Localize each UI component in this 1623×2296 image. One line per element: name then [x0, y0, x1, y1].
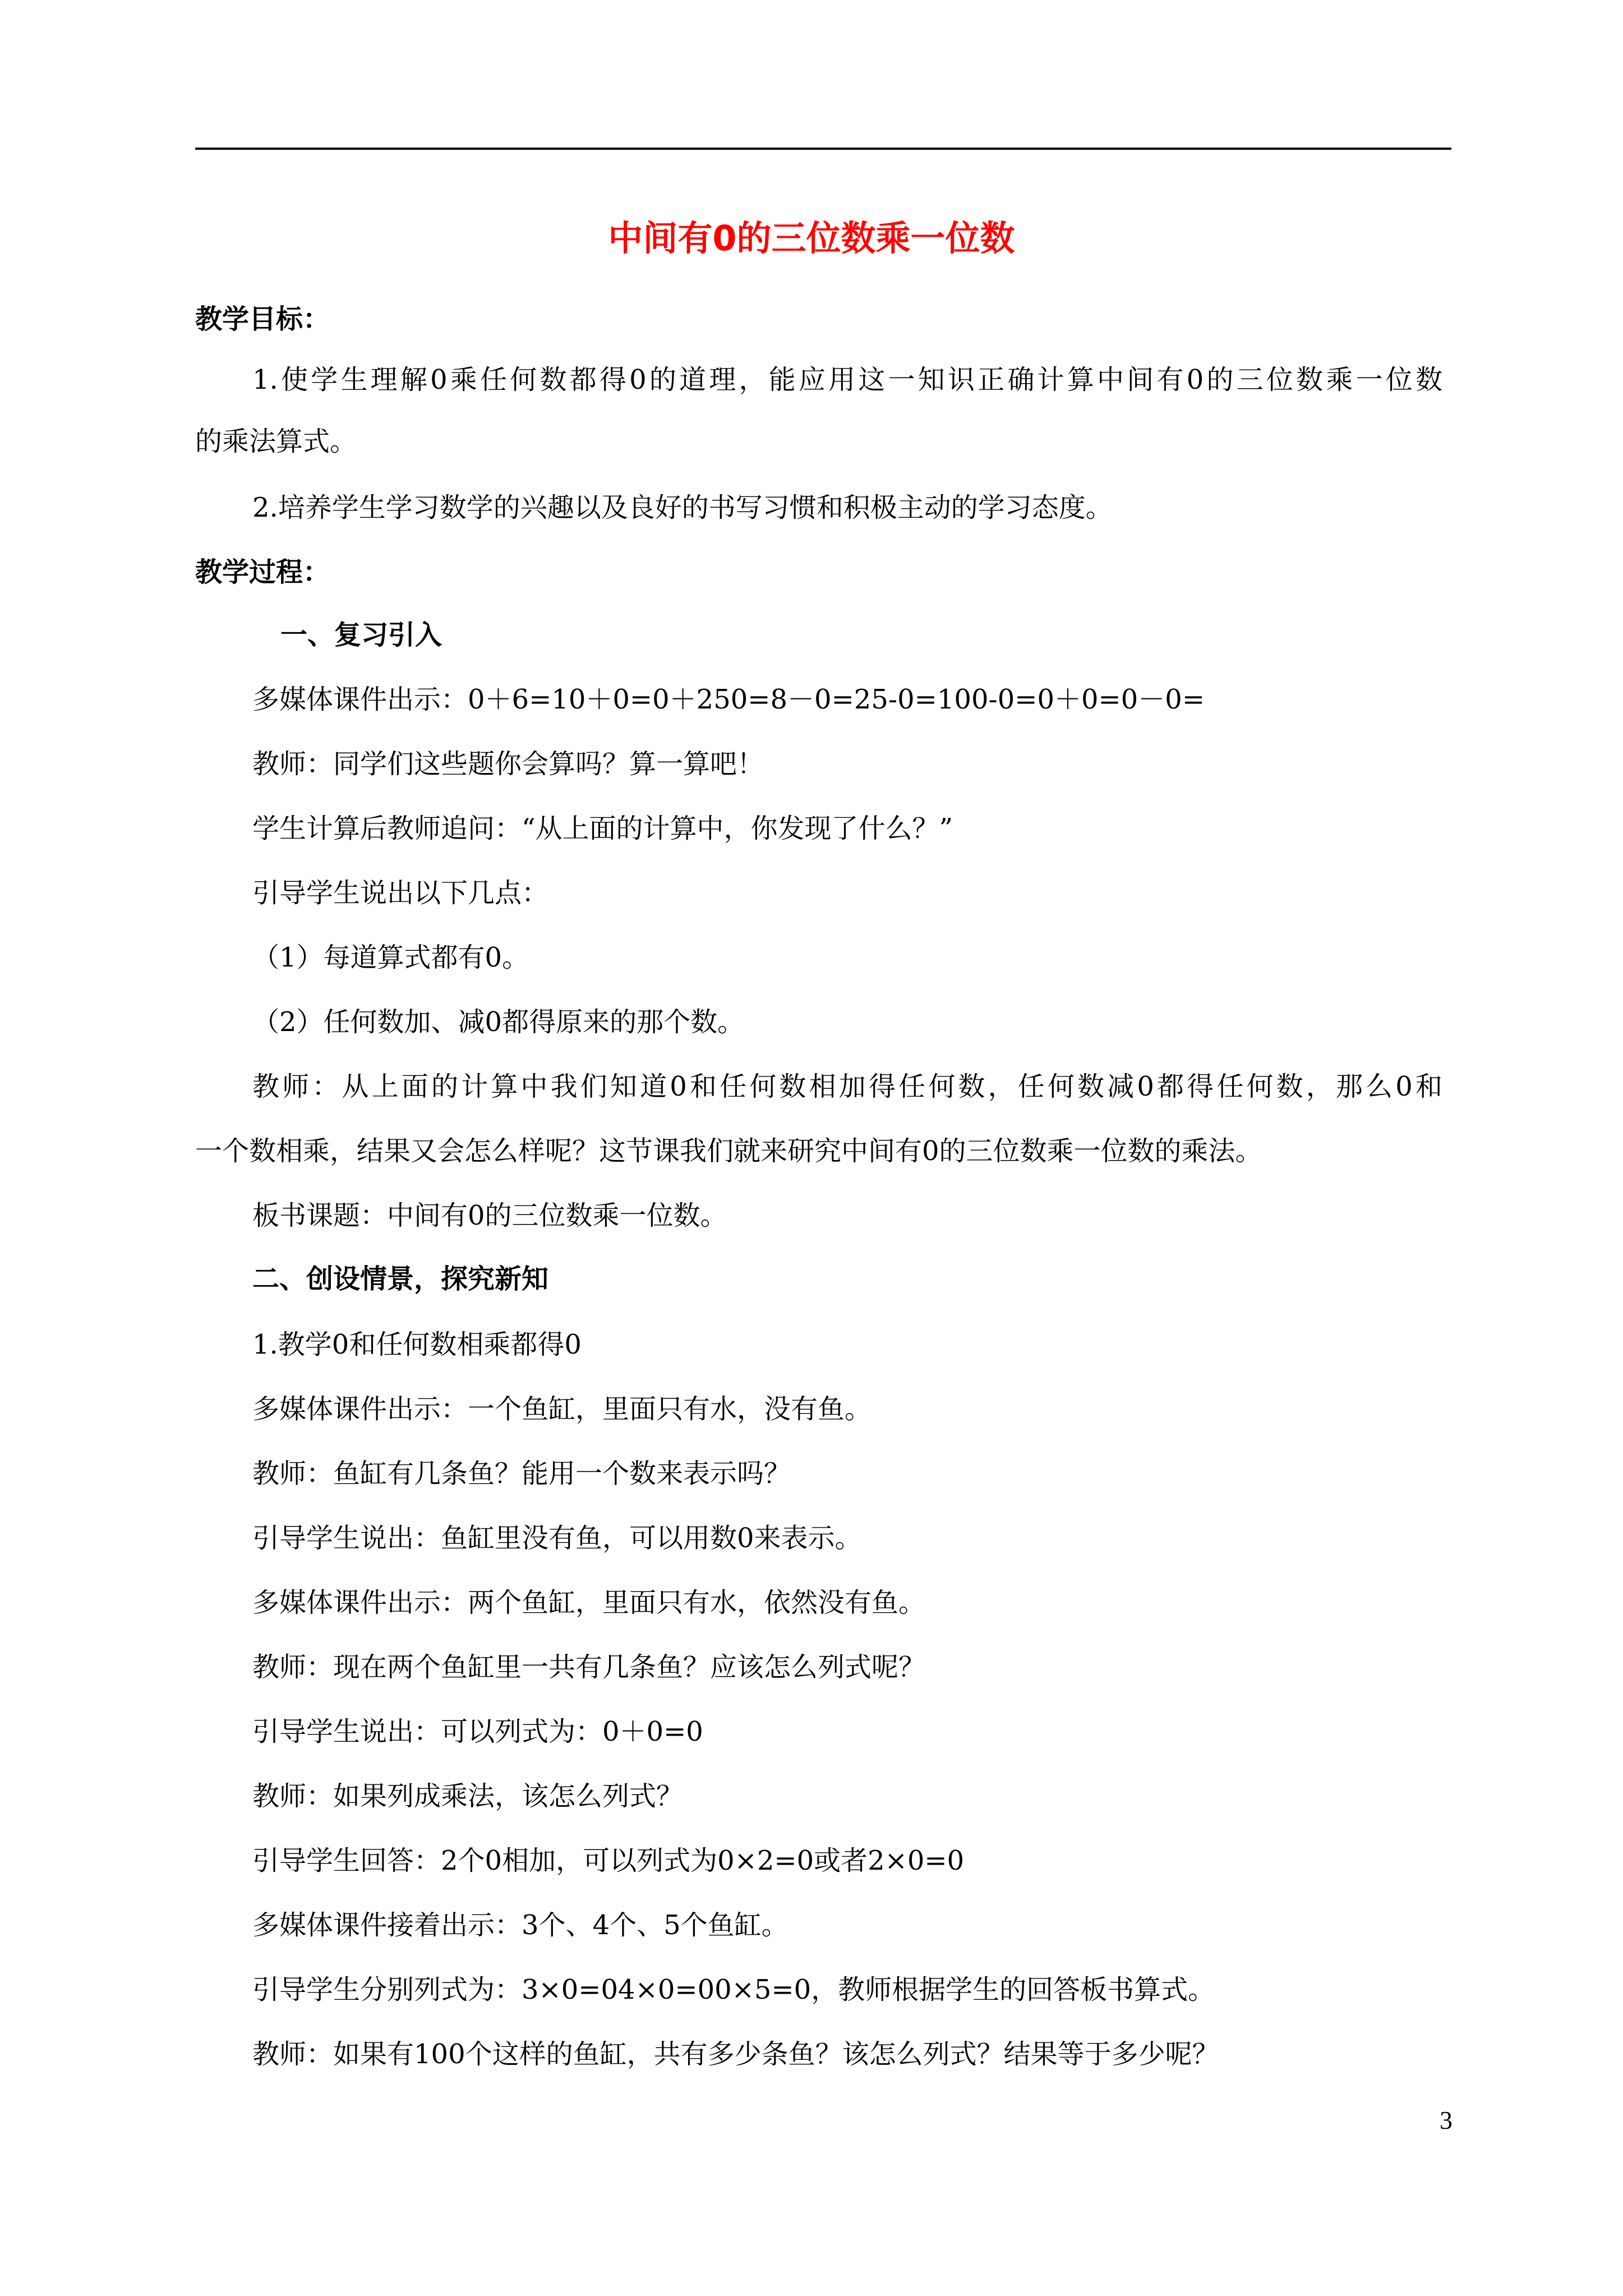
part-2-paragraph-10: 多媒体课件接着出示：3个、4个、5个鱼缸。: [252, 1910, 789, 1941]
part-2-heading: 二、创设情景，探究新知: [252, 1263, 549, 1295]
part-2-paragraph-1: 1.教学0和任何数相乘都得0: [252, 1329, 582, 1360]
page-number: 3: [1440, 2106, 1453, 2134]
process-heading: 教学过程：: [195, 556, 330, 588]
part-1-paragraph-8: 板书课题：中间有0的三位数乘一位数。: [252, 1200, 727, 1231]
part-1-paragraph-4: 引导学生说出以下几点：: [252, 877, 549, 909]
part-1-paragraph-3: 学生计算后教师追问：“从上面的计算中，你发现了什么？”: [252, 813, 953, 844]
goal-1-line-2: 的乘法算式。: [195, 426, 357, 457]
part-1-paragraph-2: 教师：同学们这些题你会算吗？算一算吧！: [252, 748, 764, 780]
part-1-paragraph-6: （2）任何数加、减0都得原来的那个数。: [252, 1006, 745, 1038]
part-1-paragraph-5: （1）每道算式都有0。: [252, 942, 529, 973]
part-1-heading: 一、复习引入: [280, 619, 442, 651]
goals-heading: 教学目标：: [195, 303, 330, 335]
header-rule: [195, 148, 1451, 150]
part-2-paragraph-7: 引导学生说出：可以列式为：0＋0=0: [252, 1716, 703, 1747]
part-2-paragraph-6: 教师：现在两个鱼缸里一共有几条鱼？应该怎么列式呢？: [252, 1651, 926, 1683]
part-2-paragraph-11: 引导学生分别列式为：3×0=04×0=00×5=0，教师根据学生的回答板书算式。: [252, 1974, 1215, 2005]
part-1-paragraph-1: 多媒体课件出示：0＋6=10＋0=0＋250=8－0=25-0=100-0=0＋0=0－0=: [252, 684, 1205, 715]
part-2-paragraph-12: 教师：如果有100个这样的鱼缸，共有多少条鱼？该怎么列式？结果等于多少呢？: [252, 2039, 1219, 2070]
part-2-paragraph-4: 引导学生说出：鱼缸里没有鱼，可以用数0来表示。: [252, 1522, 862, 1554]
part-1-paragraph-7-line-2: 一个数相乘，结果又会怎么样呢？这节课我们就来研究中间有0的三位数乘一位数的乘法。: [195, 1135, 1262, 1167]
part-2-paragraph-5: 多媒体课件出示：两个鱼缸，里面只有水，依然没有鱼。: [252, 1587, 926, 1618]
part-1-paragraph-7-line-1: 教师：从上面的计算中我们知道0和任何数相加得任何数，任何数减0都得任何数，那么0和: [252, 1071, 1442, 1102]
goal-1-line-1: 1.使学生理解0乘任何数都得0的道理，能应用这一知识正确计算中间有0的三位数乘一位数: [252, 364, 1442, 395]
part-2-paragraph-9: 引导学生回答：2个0相加，可以列式为0×2=0或者2×0=0: [252, 1845, 965, 1876]
part-2-paragraph-3: 教师：鱼缸有几条鱼？能用一个数来表示吗？: [252, 1458, 791, 1489]
part-2-paragraph-8: 教师：如果列成乘法，该怎么列式？: [252, 1780, 684, 1812]
goal-2: 2.培养学生学习数学的兴趣以及良好的书写习惯和积极主动的学习态度。: [252, 492, 1113, 523]
part-2-paragraph-2: 多媒体课件出示：一个鱼缸，里面只有水，没有鱼。: [252, 1393, 872, 1425]
document-title: 中间有0的三位数乘一位数: [608, 218, 1015, 259]
